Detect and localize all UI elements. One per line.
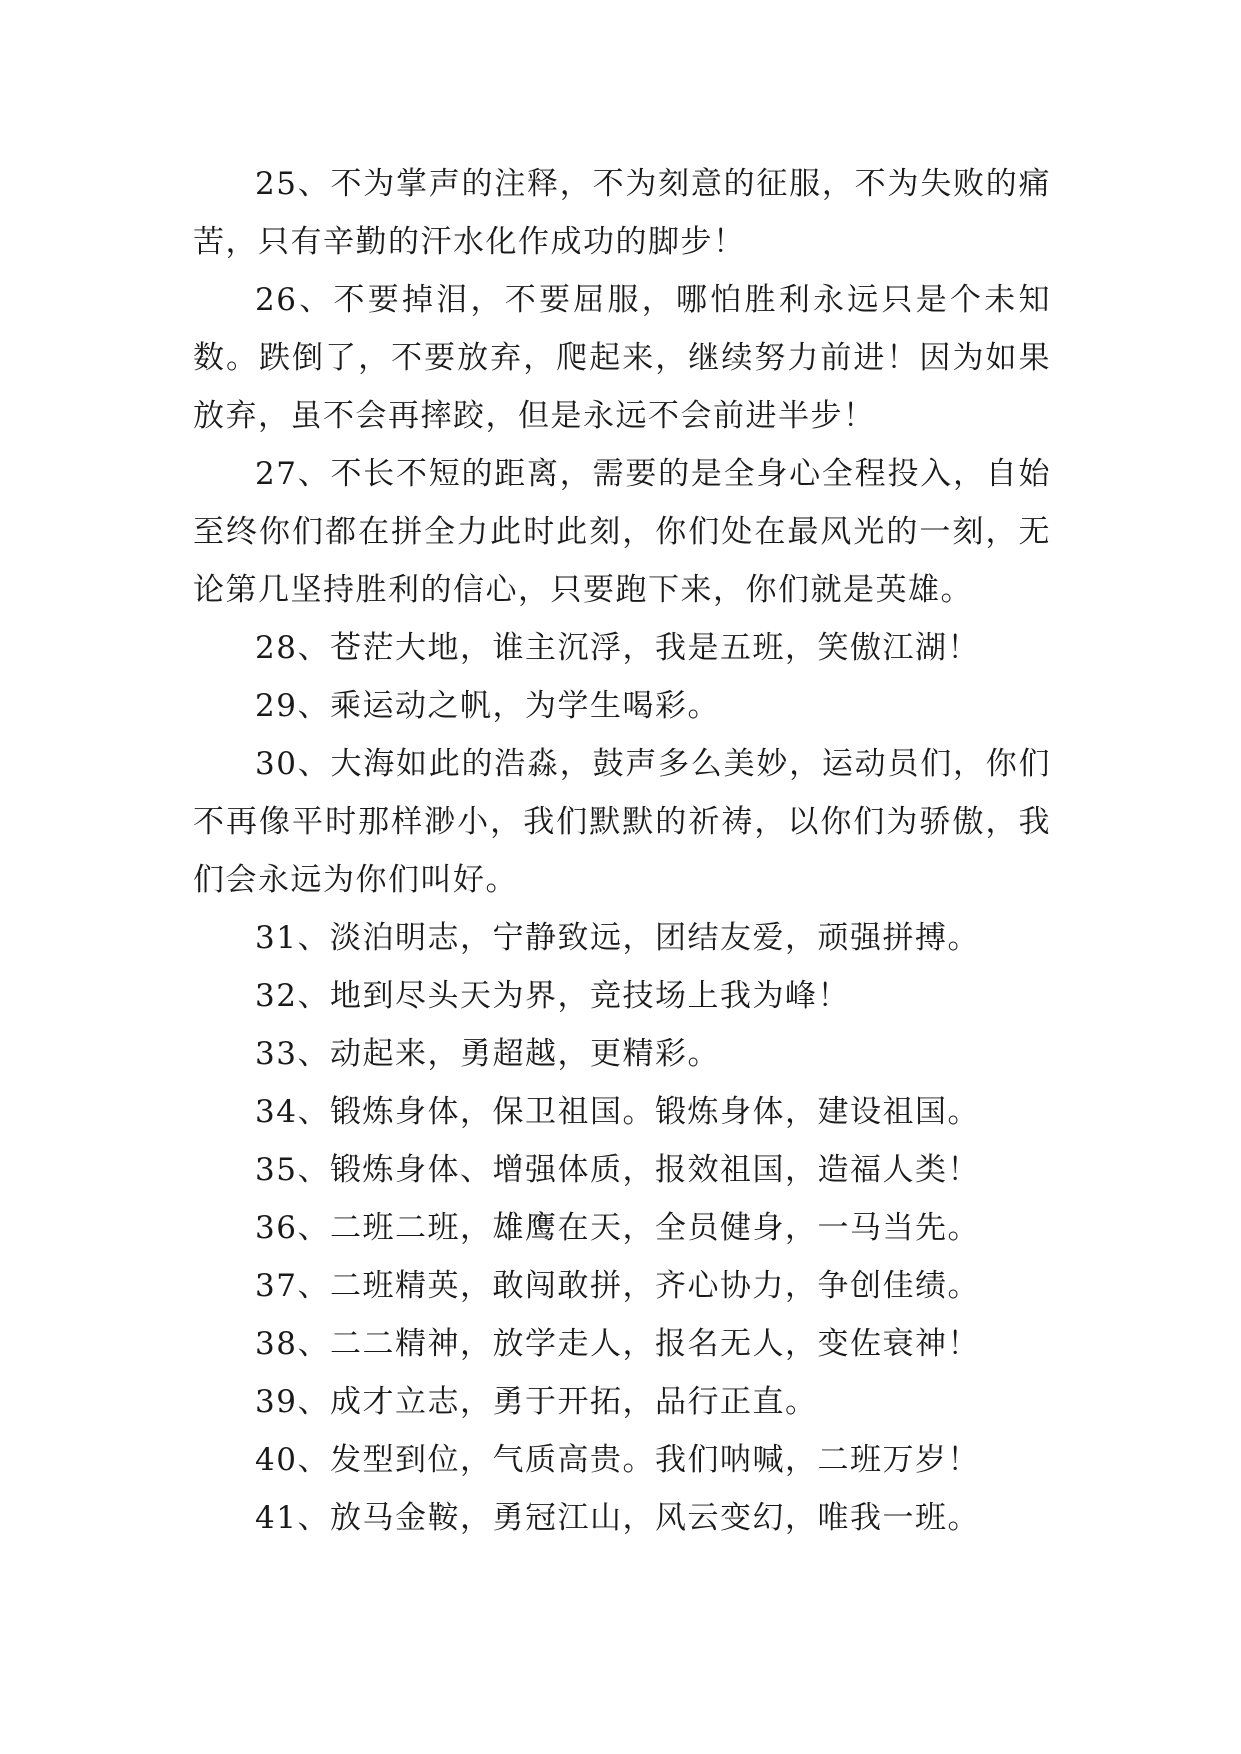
paragraph-30: 30、大海如此的浩淼，鼓声多么美妙，运动员们，你们不再像平时那样渺小，我们默默的祈祷，以你们为骄傲，我们会永远为你们叫好。 bbox=[193, 746, 1051, 898]
paragraph-39: 39、成才立志，勇于开拓，品行正直。 bbox=[255, 1384, 818, 1420]
document-body bbox=[193, 155, 1051, 1547]
paragraph-38: 38、二二精神，放学走人，报名无人，变佐衰神！ bbox=[255, 1326, 980, 1362]
paragraph-26: 26、不要掉泪，不要屈服，哪怕胜利永远只是个未知数。跌倒了，不要放弃，爬起来，继续努力前进！因为如果放弃，虽不会再摔跤，但是永远不会前进半步！ bbox=[193, 282, 1051, 434]
paragraph-25: 25、不为掌声的注释，不为刻意的征服，不为失败的痛苦，只有辛勤的汗水化作成功的脚步！ bbox=[193, 166, 1051, 260]
paragraph-31: 31、淡泊明志，宁静致远，团结友爱，顽强拼搏。 bbox=[255, 920, 980, 956]
paragraph-41: 41、放马金鞍，勇冠江山，风云变幻，唯我一班。 bbox=[255, 1500, 980, 1536]
paragraph-33: 33、动起来，勇超越，更精彩。 bbox=[255, 1036, 720, 1072]
paragraph-35: 35、锻炼身体、增强体质，报效祖国，造福人类！ bbox=[255, 1152, 980, 1188]
paragraph-36: 36、二班二班，雄鹰在天，全员健身，一马当先。 bbox=[255, 1210, 980, 1246]
paragraph-40: 40、发型到位，气质高贵。我们呐喊，二班万岁！ bbox=[255, 1442, 980, 1478]
paragraph-27: 27、不长不短的距离，需要的是全身心全程投入，自始至终你们都在拼全力此时此刻，你们处在最风光的一刻，无论第几坚持胜利的信心，只要跑下来，你们就是英雄。 bbox=[193, 456, 1051, 608]
paragraph-29: 29、乘运动之帆，为学生喝彩。 bbox=[255, 688, 720, 724]
paragraph-28: 28、苍茫大地，谁主沉浮，我是五班，笑傲江湖！ bbox=[255, 630, 980, 666]
paragraph-34: 34、锻炼身体，保卫祖国。锻炼身体，建设祖国。 bbox=[255, 1094, 980, 1130]
paragraph-32: 32、地到尽头天为界，竞技场上我为峰！ bbox=[255, 978, 850, 1014]
paragraph-37: 37、二班精英，敢闯敢拼，齐心协力，争创佳绩。 bbox=[255, 1268, 980, 1304]
